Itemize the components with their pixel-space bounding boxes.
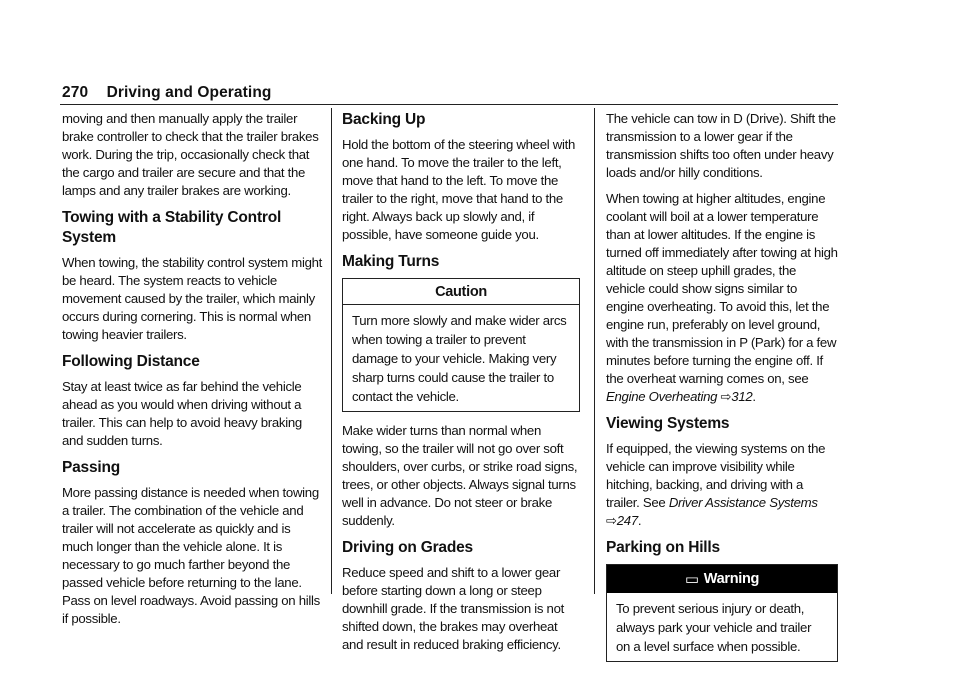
page-header: [62, 84, 271, 102]
caution-title: Caution: [343, 279, 579, 305]
grades-paragraph: Reduce speed and shift to a lower gear before starting down a long or steep downhill grade. If the transmission is not shifted down, the brakes may overheat and result in reduced braking efficiency.: [342, 565, 564, 652]
warning-box: [606, 564, 838, 662]
driver-assistance-link[interactable]: Driver Assistance Systems: [668, 495, 818, 510]
intro-paragraph: moving and then manually apply the trailer brake controller to check that the trailer brakes work. During the trip, occasionally check that the cargo and trailer are secure and that the lamps and any trailer brakes are working.: [62, 111, 319, 198]
altitude-paragraph: When towing at higher altitudes, engine coolant will boil at a lower temperature than at lower altitudes. If the engine is turned off immediately after towing at high altitude on steep uphill grades, the vehicle could show signs similar to engine overheating. To avoid this, let the engine run, preferably on level ground, with the transmission in P (Park) for a few minutes before turning the engine off. If the overheat warning comes on, see Engine Overheating ⇨312.: [606, 191, 838, 404]
page-ref-arrow-icon: ⇨: [720, 389, 732, 404]
heading-passing: Passing: [62, 459, 121, 476]
page-ref-arrow-icon: ⇨: [606, 513, 617, 528]
heading-following-distance: Following Distance: [62, 353, 200, 370]
passing-paragraph: More passing distance is needed when towing a trailer. The combination of the vehicle and trailer will not accelerate as quickly and is much longer than the vehicle alone. It is necessary to go much farther beyond the passed vehicle before returning to the lane. Pass on level roadways. Avoid passing on hills if possible.: [62, 485, 320, 626]
engine-overheating-link[interactable]: Engine Overheating: [606, 389, 718, 404]
heading-viewing-systems: Viewing Systems: [606, 415, 730, 432]
viewing-text: If equipped, the viewing systems on the vehicle can improve visibility while hitching, backing, and driving with a trailer. See: [606, 441, 826, 510]
warning-title: Warning: [703, 571, 760, 587]
warning-header: [607, 565, 837, 593]
heading-parking-on-hills: Parking on Hills: [606, 539, 720, 556]
backing-paragraph: Hold the bottom of the steering wheel with one hand. To move the trailer to the left, move that hand to the left. To move the trailer to the right, move that hand to the right. Always back up slowly and, if possible, have someone guide you.: [342, 137, 575, 242]
heading-driving-on-grades: Driving on Grades: [342, 539, 473, 556]
engine-overheating-page[interactable]: 312: [731, 389, 753, 404]
column-left: [62, 110, 324, 636]
drive-paragraph: The vehicle can tow in D (Drive). Shift the transmission to a lower gear if the transmission shifts too often under heavy loads and/or hilly conditions.: [606, 111, 836, 180]
viewing-paragraph: If equipped, the viewing systems on the vehicle can improve visibility while hitching, backing, and driving with a trailer. See Driver Assistance Systems ⇨247.: [606, 441, 826, 528]
section-title: Driving and Operating: [106, 84, 272, 101]
turns-paragraph: Make wider turns than normal when towing, so the trailer will not go over soft shoulders, over curbs, or strike road signs, trees, or other objects. Always signal turns well in advance. Do not steer or brake suddenly.: [342, 423, 578, 528]
warning-text: To prevent serious injury or death, always park your vehicle and trailer on a level surface when possible.: [616, 601, 812, 654]
stability-paragraph: When towing, the stability control system might be heard. The system reacts to vehicle movement caused by the trailer, which mainly occurs during cornering. This is normal when towing heavier trailers.: [62, 255, 323, 342]
caution-box: [342, 278, 580, 412]
following-paragraph: Stay at least twice as far behind the vehicle ahead as you would when driving without a trailer. This can help to avoid heavy braking and sudden turns.: [62, 379, 302, 448]
column-middle: [342, 110, 580, 662]
heading-backing-up: Backing Up: [342, 111, 426, 128]
column-divider-2: [594, 108, 595, 594]
altitude-text: When towing at higher altitudes, engine coolant will boil at a lower temperature than at lower altitudes. If the engine is turned off immediately after towing at high altitude on steep uphill grades, the vehicle could show signs similar to engine overheating. To avoid this, let the engine run, preferably on level ground, with the transmission in P (Park) for a few minutes before turning the engine off. If the overheat warning comes on, see: [606, 191, 838, 386]
column-divider-1: [331, 108, 332, 594]
header-rule: [60, 104, 838, 105]
column-right: [606, 110, 838, 672]
heading-making-turns: Making Turns: [342, 253, 440, 270]
driver-assistance-page[interactable]: 247: [616, 513, 638, 528]
warning-icon: ▭: [684, 571, 699, 588]
page-number: 270: [62, 84, 89, 101]
caution-text: Turn more slowly and make wider arcs when towing a trailer to prevent damage to your vehicle. Making very sharp turns could cause the trailer to contact the vehicle.: [352, 313, 567, 404]
heading-stability-control: Towing with a Stability Control System: [62, 209, 282, 246]
